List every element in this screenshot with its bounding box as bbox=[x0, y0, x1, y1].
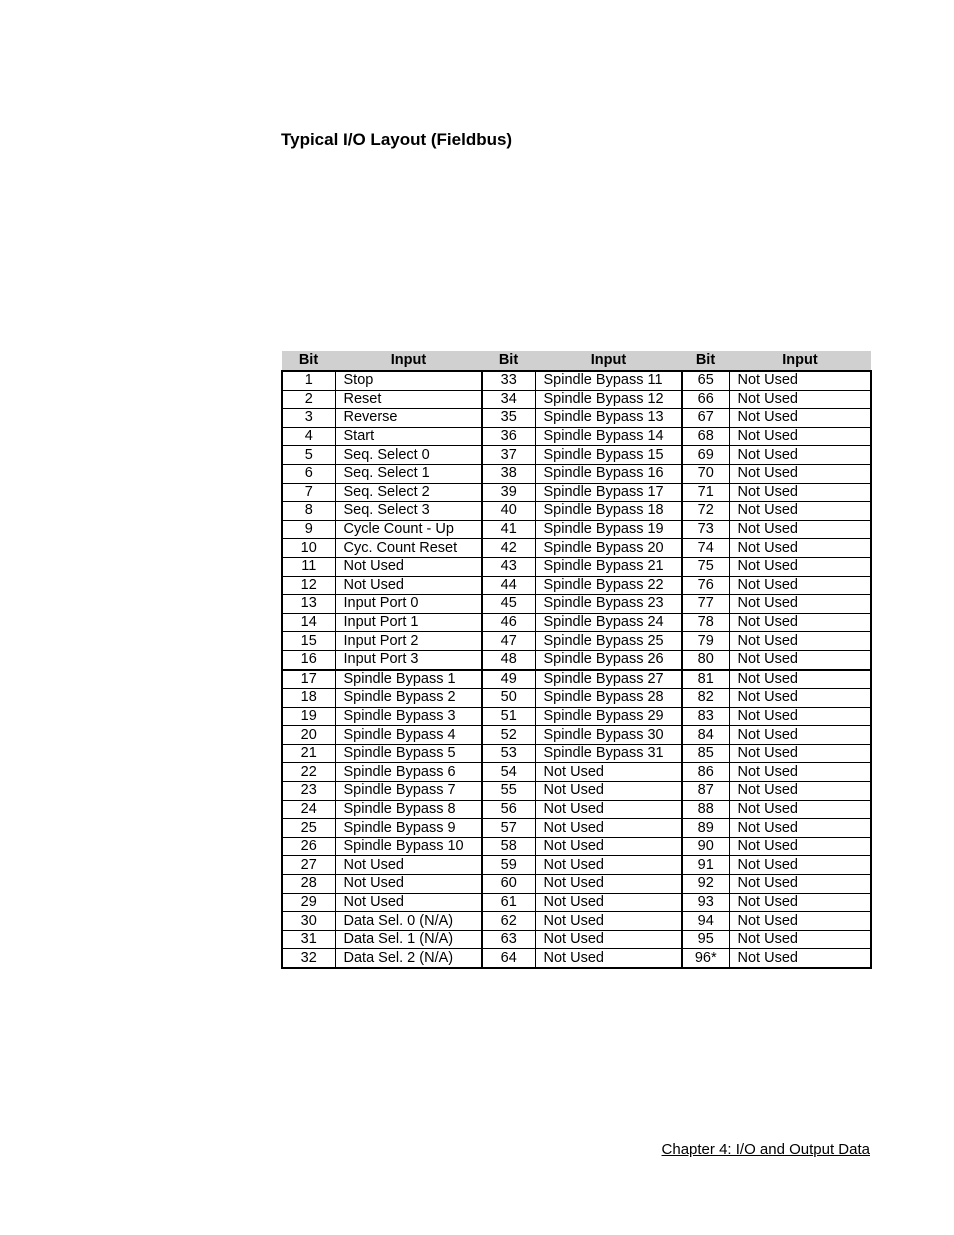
bit-cell: 37 bbox=[482, 446, 535, 465]
input-cell: Spindle Bypass 11 bbox=[535, 371, 682, 390]
bit-cell: 94 bbox=[682, 912, 729, 931]
input-cell: Spindle Bypass 20 bbox=[535, 539, 682, 558]
input-cell: Not Used bbox=[729, 539, 871, 558]
input-cell: Spindle Bypass 12 bbox=[535, 390, 682, 409]
input-cell: Spindle Bypass 26 bbox=[535, 650, 682, 669]
input-cell: Spindle Bypass 24 bbox=[535, 613, 682, 632]
input-cell: Not Used bbox=[729, 875, 871, 894]
table-row bbox=[282, 744, 871, 763]
input-cell: Not Used bbox=[729, 856, 871, 875]
bit-cell: 29 bbox=[282, 893, 335, 912]
bit-cell: 43 bbox=[482, 557, 535, 576]
column-header-bit: Bit bbox=[682, 351, 729, 371]
bit-cell: 24 bbox=[282, 800, 335, 819]
bit-cell: 7 bbox=[282, 483, 335, 502]
bit-cell: 40 bbox=[482, 502, 535, 521]
bit-cell: 83 bbox=[682, 707, 729, 726]
table-row bbox=[282, 837, 871, 856]
bit-cell: 9 bbox=[282, 520, 335, 539]
bit-cell: 71 bbox=[682, 483, 729, 502]
table-row bbox=[282, 576, 871, 595]
input-cell: Spindle Bypass 7 bbox=[335, 782, 482, 801]
input-cell: Not Used bbox=[729, 782, 871, 801]
input-cell: Not Used bbox=[335, 557, 482, 576]
table-row bbox=[282, 539, 871, 558]
input-cell: Not Used bbox=[729, 483, 871, 502]
bit-cell: 66 bbox=[682, 390, 729, 409]
table-header-row bbox=[282, 351, 871, 371]
bit-cell: 73 bbox=[682, 520, 729, 539]
table-row bbox=[282, 800, 871, 819]
input-cell: Not Used bbox=[729, 613, 871, 632]
table-row bbox=[282, 912, 871, 931]
column-header-input: Input bbox=[535, 351, 682, 371]
bit-cell: 52 bbox=[482, 726, 535, 745]
input-cell: Data Sel. 2 (N/A) bbox=[335, 949, 482, 968]
column-header-input: Input bbox=[335, 351, 482, 371]
input-cell: Input Port 2 bbox=[335, 632, 482, 651]
input-cell: Not Used bbox=[535, 819, 682, 838]
bit-cell: 45 bbox=[482, 595, 535, 614]
input-cell: Spindle Bypass 14 bbox=[535, 427, 682, 446]
input-cell: Spindle Bypass 17 bbox=[535, 483, 682, 502]
chapter-footer: Chapter 4: I/O and Output Data bbox=[661, 1141, 870, 1158]
bit-cell: 6 bbox=[282, 464, 335, 483]
table-row bbox=[282, 689, 871, 708]
io-layout-table bbox=[281, 351, 872, 969]
bit-cell: 60 bbox=[482, 875, 535, 894]
bit-cell: 56 bbox=[482, 800, 535, 819]
bit-cell: 87 bbox=[682, 782, 729, 801]
input-cell: Seq. Select 3 bbox=[335, 502, 482, 521]
input-cell: Spindle Bypass 31 bbox=[535, 744, 682, 763]
bit-cell: 85 bbox=[682, 744, 729, 763]
input-cell: Not Used bbox=[535, 949, 682, 968]
bit-cell: 86 bbox=[682, 763, 729, 782]
input-cell: Cycle Count - Up bbox=[335, 520, 482, 539]
input-cell: Not Used bbox=[729, 650, 871, 669]
input-cell: Not Used bbox=[535, 875, 682, 894]
input-cell: Spindle Bypass 28 bbox=[535, 689, 682, 708]
bit-cell: 21 bbox=[282, 744, 335, 763]
input-cell: Not Used bbox=[729, 464, 871, 483]
table-row bbox=[282, 650, 871, 669]
bit-cell: 70 bbox=[682, 464, 729, 483]
table-row bbox=[282, 483, 871, 502]
table-row bbox=[282, 427, 871, 446]
input-cell: Not Used bbox=[729, 632, 871, 651]
input-cell: Spindle Bypass 8 bbox=[335, 800, 482, 819]
bit-cell: 93 bbox=[682, 893, 729, 912]
page-title: Typical I/O Layout (Fieldbus) bbox=[281, 130, 513, 149]
bit-cell: 59 bbox=[482, 856, 535, 875]
input-cell: Not Used bbox=[535, 782, 682, 801]
input-cell: Not Used bbox=[729, 800, 871, 819]
bit-cell: 12 bbox=[282, 576, 335, 595]
input-cell: Not Used bbox=[729, 409, 871, 428]
table-row bbox=[282, 949, 871, 968]
input-cell: Input Port 3 bbox=[335, 650, 482, 669]
input-cell: Not Used bbox=[335, 893, 482, 912]
input-cell: Spindle Bypass 1 bbox=[335, 670, 482, 689]
input-cell: Not Used bbox=[535, 800, 682, 819]
input-cell: Not Used bbox=[729, 595, 871, 614]
bit-cell: 77 bbox=[682, 595, 729, 614]
bit-cell: 22 bbox=[282, 763, 335, 782]
bit-cell: 55 bbox=[482, 782, 535, 801]
input-cell: Spindle Bypass 2 bbox=[335, 689, 482, 708]
bit-cell: 16 bbox=[282, 650, 335, 669]
table-row bbox=[282, 893, 871, 912]
input-cell: Spindle Bypass 18 bbox=[535, 502, 682, 521]
input-cell: Seq. Select 0 bbox=[335, 446, 482, 465]
bit-cell: 79 bbox=[682, 632, 729, 651]
bit-cell: 33 bbox=[482, 371, 535, 390]
table-row bbox=[282, 875, 871, 894]
input-cell: Spindle Bypass 5 bbox=[335, 744, 482, 763]
bit-cell: 10 bbox=[282, 539, 335, 558]
input-cell: Not Used bbox=[729, 763, 871, 782]
input-cell: Not Used bbox=[729, 930, 871, 949]
input-cell: Spindle Bypass 16 bbox=[535, 464, 682, 483]
table-row bbox=[282, 557, 871, 576]
input-cell: Spindle Bypass 13 bbox=[535, 409, 682, 428]
input-cell: Data Sel. 1 (N/A) bbox=[335, 930, 482, 949]
input-cell: Spindle Bypass 19 bbox=[535, 520, 682, 539]
input-cell: Not Used bbox=[729, 707, 871, 726]
bit-cell: 80 bbox=[682, 650, 729, 669]
bit-cell: 64 bbox=[482, 949, 535, 968]
bit-cell: 42 bbox=[482, 539, 535, 558]
input-cell: Not Used bbox=[729, 912, 871, 931]
input-cell: Not Used bbox=[535, 893, 682, 912]
bit-cell: 18 bbox=[282, 689, 335, 708]
column-header-bit: Bit bbox=[482, 351, 535, 371]
input-cell: Not Used bbox=[729, 949, 871, 968]
input-cell: Spindle Bypass 30 bbox=[535, 726, 682, 745]
table-row bbox=[282, 520, 871, 539]
input-cell: Spindle Bypass 25 bbox=[535, 632, 682, 651]
bit-cell: 35 bbox=[482, 409, 535, 428]
table-row bbox=[282, 763, 871, 782]
input-cell: Not Used bbox=[729, 576, 871, 595]
bit-cell: 41 bbox=[482, 520, 535, 539]
input-cell: Spindle Bypass 9 bbox=[335, 819, 482, 838]
input-cell: Spindle Bypass 3 bbox=[335, 707, 482, 726]
table-row bbox=[282, 632, 871, 651]
bit-cell: 96* bbox=[682, 949, 729, 968]
input-cell: Reset bbox=[335, 390, 482, 409]
input-cell: Not Used bbox=[535, 912, 682, 931]
table-row bbox=[282, 409, 871, 428]
table-row bbox=[282, 595, 871, 614]
bit-cell: 30 bbox=[282, 912, 335, 931]
bit-cell: 63 bbox=[482, 930, 535, 949]
bit-cell: 82 bbox=[682, 689, 729, 708]
input-cell: Spindle Bypass 23 bbox=[535, 595, 682, 614]
bit-cell: 32 bbox=[282, 949, 335, 968]
input-cell: Spindle Bypass 27 bbox=[535, 670, 682, 689]
bit-cell: 46 bbox=[482, 613, 535, 632]
input-cell: Spindle Bypass 4 bbox=[335, 726, 482, 745]
input-cell: Stop bbox=[335, 371, 482, 390]
bit-cell: 91 bbox=[682, 856, 729, 875]
bit-cell: 81 bbox=[682, 670, 729, 689]
bit-cell: 3 bbox=[282, 409, 335, 428]
bit-cell: 44 bbox=[482, 576, 535, 595]
input-cell: Seq. Select 1 bbox=[335, 464, 482, 483]
bit-cell: 23 bbox=[282, 782, 335, 801]
input-cell: Spindle Bypass 21 bbox=[535, 557, 682, 576]
bit-cell: 51 bbox=[482, 707, 535, 726]
input-cell: Not Used bbox=[729, 744, 871, 763]
input-cell: Not Used bbox=[729, 819, 871, 838]
input-cell: Not Used bbox=[729, 689, 871, 708]
table-row bbox=[282, 446, 871, 465]
bit-cell: 54 bbox=[482, 763, 535, 782]
bit-cell: 53 bbox=[482, 744, 535, 763]
bit-cell: 62 bbox=[482, 912, 535, 931]
bit-cell: 89 bbox=[682, 819, 729, 838]
table-row bbox=[282, 502, 871, 521]
bit-cell: 95 bbox=[682, 930, 729, 949]
bit-cell: 11 bbox=[282, 557, 335, 576]
bit-cell: 8 bbox=[282, 502, 335, 521]
bit-cell: 14 bbox=[282, 613, 335, 632]
bit-cell: 36 bbox=[482, 427, 535, 446]
bit-cell: 26 bbox=[282, 837, 335, 856]
bit-cell: 74 bbox=[682, 539, 729, 558]
input-cell: Reverse bbox=[335, 409, 482, 428]
bit-cell: 67 bbox=[682, 409, 729, 428]
table-row bbox=[282, 856, 871, 875]
input-cell: Not Used bbox=[729, 726, 871, 745]
bit-cell: 57 bbox=[482, 819, 535, 838]
bit-cell: 49 bbox=[482, 670, 535, 689]
table-row bbox=[282, 819, 871, 838]
input-cell: Not Used bbox=[729, 837, 871, 856]
bit-cell: 58 bbox=[482, 837, 535, 856]
bit-cell: 1 bbox=[282, 371, 335, 390]
bit-cell: 19 bbox=[282, 707, 335, 726]
input-cell: Not Used bbox=[335, 856, 482, 875]
input-cell: Not Used bbox=[335, 576, 482, 595]
input-cell: Not Used bbox=[729, 670, 871, 689]
bit-cell: 4 bbox=[282, 427, 335, 446]
bit-cell: 65 bbox=[682, 371, 729, 390]
input-cell: Not Used bbox=[535, 930, 682, 949]
input-cell: Not Used bbox=[535, 837, 682, 856]
input-cell: Spindle Bypass 6 bbox=[335, 763, 482, 782]
bit-cell: 92 bbox=[682, 875, 729, 894]
bit-cell: 39 bbox=[482, 483, 535, 502]
bit-cell: 90 bbox=[682, 837, 729, 856]
table-row bbox=[282, 613, 871, 632]
bit-cell: 68 bbox=[682, 427, 729, 446]
bit-cell: 38 bbox=[482, 464, 535, 483]
table-row bbox=[282, 782, 871, 801]
bit-cell: 28 bbox=[282, 875, 335, 894]
bit-cell: 17 bbox=[282, 670, 335, 689]
input-cell: Not Used bbox=[729, 371, 871, 390]
bit-cell: 78 bbox=[682, 613, 729, 632]
table-row bbox=[282, 707, 871, 726]
input-cell: Not Used bbox=[729, 893, 871, 912]
input-cell: Seq. Select 2 bbox=[335, 483, 482, 502]
input-cell: Not Used bbox=[535, 763, 682, 782]
input-cell: Input Port 0 bbox=[335, 595, 482, 614]
input-cell: Spindle Bypass 15 bbox=[535, 446, 682, 465]
table-body bbox=[282, 371, 871, 968]
input-cell: Not Used bbox=[535, 856, 682, 875]
input-cell: Spindle Bypass 29 bbox=[535, 707, 682, 726]
input-cell: Not Used bbox=[729, 427, 871, 446]
bit-cell: 5 bbox=[282, 446, 335, 465]
bit-cell: 84 bbox=[682, 726, 729, 745]
bit-cell: 50 bbox=[482, 689, 535, 708]
bit-cell: 48 bbox=[482, 650, 535, 669]
input-cell: Not Used bbox=[729, 502, 871, 521]
input-cell: Input Port 1 bbox=[335, 613, 482, 632]
table-row bbox=[282, 464, 871, 483]
bit-cell: 2 bbox=[282, 390, 335, 409]
bit-cell: 20 bbox=[282, 726, 335, 745]
input-cell: Not Used bbox=[335, 875, 482, 894]
column-header-input: Input bbox=[729, 351, 871, 371]
bit-cell: 61 bbox=[482, 893, 535, 912]
input-cell: Start bbox=[335, 427, 482, 446]
bit-cell: 34 bbox=[482, 390, 535, 409]
column-header-bit: Bit bbox=[282, 351, 335, 371]
bit-cell: 76 bbox=[682, 576, 729, 595]
input-cell: Data Sel. 0 (N/A) bbox=[335, 912, 482, 931]
table-row bbox=[282, 930, 871, 949]
bit-cell: 15 bbox=[282, 632, 335, 651]
input-cell: Not Used bbox=[729, 390, 871, 409]
table-row bbox=[282, 390, 871, 409]
input-cell: Spindle Bypass 22 bbox=[535, 576, 682, 595]
table-row bbox=[282, 371, 871, 390]
table-row bbox=[282, 726, 871, 745]
input-cell: Cyc. Count Reset bbox=[335, 539, 482, 558]
input-cell: Not Used bbox=[729, 520, 871, 539]
bit-cell: 72 bbox=[682, 502, 729, 521]
bit-cell: 25 bbox=[282, 819, 335, 838]
bit-cell: 47 bbox=[482, 632, 535, 651]
bit-cell: 69 bbox=[682, 446, 729, 465]
bit-cell: 75 bbox=[682, 557, 729, 576]
input-cell: Not Used bbox=[729, 557, 871, 576]
bit-cell: 31 bbox=[282, 930, 335, 949]
bit-cell: 13 bbox=[282, 595, 335, 614]
input-cell: Spindle Bypass 10 bbox=[335, 837, 482, 856]
bit-cell: 27 bbox=[282, 856, 335, 875]
table-row bbox=[282, 670, 871, 689]
input-cell: Not Used bbox=[729, 446, 871, 465]
bit-cell: 88 bbox=[682, 800, 729, 819]
